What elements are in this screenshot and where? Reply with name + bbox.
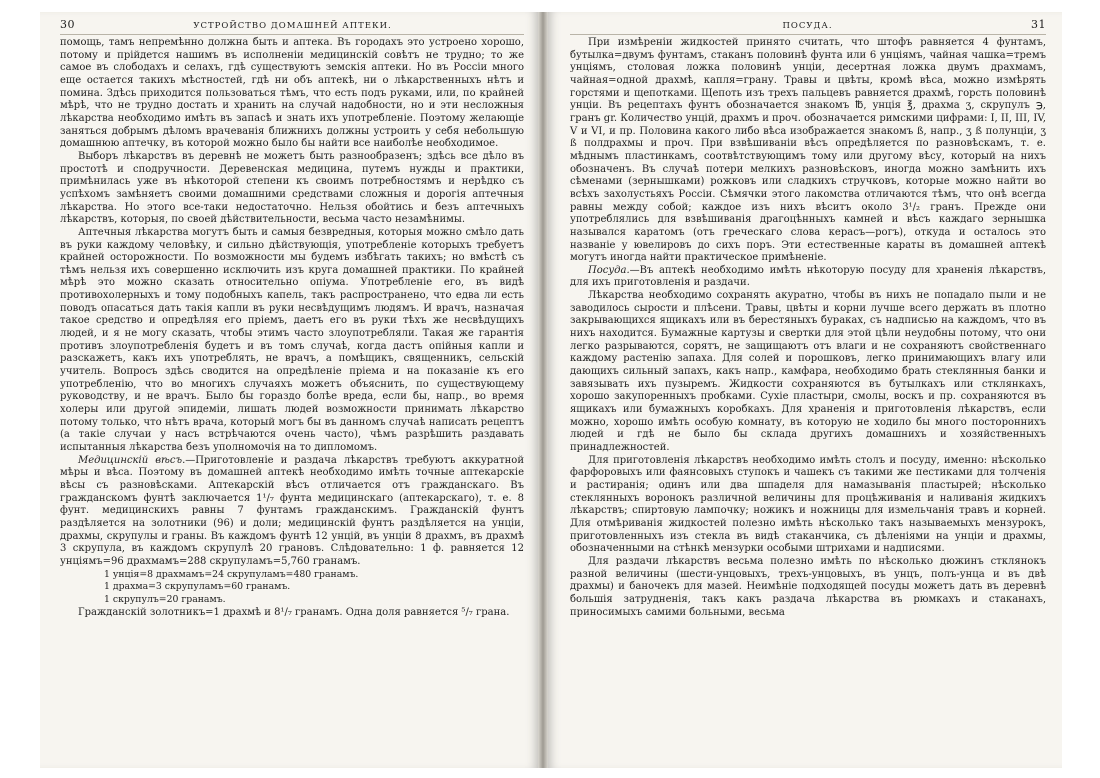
right-page: [548, 12, 1062, 768]
paragraph-text: Аптечныя лѣкарства могутъ быть и самыя безвредныя, которыя можно смѣло дать въ руки каждому человѣку, и сильно дѣйствующія, употребленіе которыхъ требуетъ крайней осторожности. По возможности мы будемъ избѣгать такихъ; но вмѣстѣ съ тѣмъ нельзя ихъ совершенно исключить изъ круга домашней практики. По крайней мѣрѣ это можно сказать относительно опіума. Употребленіе его, въ видѣ противохолерныхъ и тому подобныхъ капель, такъ распространено, что едва ли есть поводъ опасаться дать такія капли въ руки несвѣдущимъ людямъ. И врачъ, назначая такое средство и опредѣляя его пріемъ, даетъ его въ руки тѣхъ же несвѣдущихъ людей, и я не могу сказать, чтобы этимъ часто злоупотребляли. Такая же гарантія противъ злоупотребленія будетъ и въ томъ случаѣ, когда дастъ опійныя капли и разскажетъ, какъ ихъ употреблять, не врачъ, а помѣщикъ, священникъ, сельскій учитель. Вопросъ здѣсь сводится на опредѣленіе пріема и на показаніе къ его употребленію, что во многихъ случаяхъ можетъ объяснить, по существующему руководству, и не врачъ. Было бы гораздо болѣе вреда, если бы, напр., во время холеры или другой эпидеміи, лишать людей возможности принимать лѣкарство потому только, что нѣтъ врача, который могъ бы въ данномъ случаѣ написать рецептъ (а такіе случаи у насъ встрѣчаются очень часто), чѣмъ разрѣшить раздавать испытанныя лѣкарства безъ уполномочія на то дипломомъ.: [60, 226, 524, 453]
paragraph: [570, 455, 1046, 556]
paragraph: [60, 227, 524, 455]
left-page: [40, 12, 538, 768]
paragraph-text: —Въ аптекѣ необходимо имѣть нѣкоторую посуду для храненія лѣкарствъ, для ихъ приготовленія и раздачи.: [570, 264, 1046, 289]
paragraph: [60, 569, 524, 582]
right-page-number: 31: [1030, 18, 1046, 31]
paragraph: [570, 290, 1046, 455]
paragraph-text: 1 унція=8 драхмамъ=24 скрупуламъ=480 гранамъ.: [104, 568, 359, 580]
book-gutter: [538, 12, 548, 768]
left-page-header: [60, 12, 524, 35]
paragraph-text: 1 скрупулъ=20 гранамъ.: [104, 593, 226, 605]
paragraph-text: 1 драхма=3 скрупуламъ=60 гранамъ.: [104, 581, 291, 593]
left-page-number: 30: [60, 18, 75, 31]
left-running-head: УСТРОЙСТВО ДОМАШНЕЙ АПТЕКИ.: [193, 21, 392, 31]
paragraph: [60, 37, 524, 151]
section-lead: Посуда.: [588, 264, 630, 276]
paragraph-text: Выборъ лѣкарствъ въ деревнѣ не можетъ быть разнообразенъ; здѣсь все дѣло въ простотѣ и сподручности. Деревенская медицина, путемъ нужды и практики, примѣнилась уже въ нѣкоторой степени къ своимъ потребностямъ и нерѣдко съ успѣхомъ замѣняетъ своими домашними средствами сложныя и дорогія аптечныя лѣкарства. Но этого все-таки недостаточно. Нельзя обойтись и безъ аптечныхъ лѣкарствъ, которыя, по своей дѣйствительности, весьма часто незамѣнимы.: [60, 150, 524, 226]
right-page-body: [570, 37, 1046, 619]
paragraph-text: —Приготовленіе и раздача лѣкарствъ требуютъ аккуратной мѣры и вѣса. Поэтому въ домашней аптекѣ необходимо имѣть точные аптекарскіе вѣсы съ разновѣсками. Аптекарскій вѣсъ отличается отъ гражданскаго. Въ гражданскомъ фунтѣ заключается 1¹/₇ фунта медицинскаго (аптекарскаго), т. е. 8 фунт. медицинскихъ равны 7 фунтамъ гражданскимъ. Гражданскій фунтъ раздѣляется на золотники (96) и доли; медицинскій фунтъ раздѣляется на унціи, драхмы, скрупулы и граны. Въ каждомъ фунтѣ 12 унцій, въ унціи 8 драхмъ, въ драхмѣ 3 скрупула, въ каждомъ скрупулѣ 20 грановъ. Слѣдовательно: 1 ф. равняется 12 унціямъ=96 драхмамъ=288 скрупуламъ=5,760 гранамъ.: [60, 454, 524, 567]
paragraph-text: помощь, тамъ непремѣнно должна быть и аптека. Въ городахъ это устроено хорошо, потому и прійдется нашимъ въ исполненіи медицинскій совѣтъ не трудно; то же самое въ слободахъ и селахъ, гдѣ существуютъ земскія аптеки. Но въ Россіи много еще остается такихъ мѣстностей, гдѣ ни объ аптекѣ, ни о лѣкарственныхъ нѣтъ и помина. Здѣсь приходится пользоваться тѣмъ, что есть подъ руками, или, по крайней мѣрѣ, что не трудно достать и хранить на случай надобности, но и эти несложныя лѣкарства необходимо имѣть въ запасѣ и знать ихъ употребленіе. Поэтому желающіе заняться добрымъ дѣломъ врачеванія ближнихъ должны устроить у себя небольшую домашнюю аптечку, въ которой можно было бы найти все наиболѣе необходимое.: [60, 37, 524, 150]
paragraph: [60, 581, 524, 594]
section-lead: Медицинскій вѣсъ.: [78, 454, 186, 466]
paragraph-text: Лѣкарства необходимо сохранять акуратно, чтобы въ нихъ не попадало пыли и не заводилось сырости и плѣсени. Травы, цвѣты и корни лучше всего держать въ плотно закрывающихся ящикахъ или въ берестяныхъ бураках, съ надписью на каждомъ, что въ нихъ находится. Бумажные картузы и свертки для этой цѣли неудобны потому, что они легко разрываются, сорятъ, не защищаютъ отъ влаги и не сохраняютъ свойственнаго каждому растенію запаха. Для солей и порошковъ, легко принимающихъ влагу или дающихъ сильный запахъ, какъ напр., камфара, необходимо брать стеклянныя банки и завязывать ихъ пузыремъ. Жидкости сохраняются въ бутылкахъ или стклянкахъ, хорошо закупоренныхъ пробками. Сухіе пластыри, смолы, воскъ и пр. сохраняются въ ящикахъ или бумажныхъ коробкахъ. Для храненія и приготовленія лѣкарствъ, если можно, хорошо имѣть особую комнату, въ которую не ходило бы много постороннихъ людей и гдѣ не было бы склада другихъ домашнихъ и хозяйственныхъ принадлежностей.: [570, 290, 1046, 453]
paragraph-text: Для приготовленія лѣкарствъ необходимо имѣть столъ и посуду, именно: нѣсколько фарфоровыхъ или фаянсовыхъ ступокъ и чашекъ съ такими же пестиками для толченія и растиранія; одинъ или два шпаделя для намазыванія пластырей; нѣсколько стеклянныхъ воронокъ различной величины для процѣживанія и наливанія жидкихъ лѣкарствъ; спиртовую лампочку; ножикъ и ножницы для измельчанія травъ и корней. Для отмѣриванія жидкостей полезно имѣть нѣсколько такъ называемыхъ мензурокъ, приготовленныхъ изъ стекла въ видѣ стаканчика, съ дѣленіями на унціи и драхмы, обозначенными на стѣнкѣ мензурки особыми штрихами и надписями.: [570, 454, 1046, 555]
paragraph: [60, 594, 524, 607]
paragraph: [60, 607, 524, 620]
left-page-body: [60, 37, 524, 619]
paragraph: [570, 37, 1046, 265]
paragraph: [60, 151, 524, 227]
paragraph-text: Гражданскій золотникъ=1 драхмѣ и 8¹/₇ гранамъ. Одна доля равняется ⁵/₇ грана.: [78, 606, 510, 618]
right-page-header: [570, 12, 1046, 35]
paragraph: [60, 455, 524, 569]
paragraph-text: Для раздачи лѣкарствъ весьма полезно имѣть по нѣсколько дюжинъ стклянокъ разной величины (шести-унцовыхъ, трехъ-унцовыхъ, въ унцъ, полъ-унца и въ двѣ драхмы) и баночекъ для мазей. Неимѣніе подходящей посуды можетъ дать въ деревнѣ большія затрудненія, такъ какъ раздача лѣкарства въ рюмкахъ и стаканахъ, приносимыхъ самими больными, весьма: [570, 555, 1046, 618]
paragraph: [570, 556, 1046, 619]
paragraph-text: При измѣреніи жидкостей принято считать, что штофъ равняется 4 фунтамъ, бутылка=двумъ фунтамъ, стаканъ половинѣ фунта или 6 унціямъ, чайная чашка=тремъ унціямъ, столовая ложка половинѣ унціи, десертная ложка двумъ драхмамъ, чайная=одной драхмѣ, капля=грану. Травы и цвѣты, кромѣ вѣса, можно измѣрять горстями и щепотками. Щепоть изъ трехъ пальцевъ равняется драхмѣ, горсть половинѣ унціи. Въ рецептахъ фунтъ обозначается знакомъ ℔, унція ℥, драхма ʒ, скрупулъ ℈, гранъ gr. Количество унцій, драхмъ и проч. обозначается римскими цифрами: I, II, III, IV, V и VI, и пр. Половина какого либо вѣса изображается знакомъ ß, напр., ʒ ß полунціи, ʒ ß полдрахмы и проч. При взвѣшиваніи вѣсъ опредѣляется по разновѣскамъ, т. е. мѣднымъ пластинкамъ, соотвѣтствующимъ тому или другому вѣсу, который на нихъ обозначенъ. Въ случаѣ потери мелкихъ разновѣсковъ, иногда можно замѣнить ихъ сѣменами (зернышками) рожковъ или сладкихъ стручковъ, которые можно найти во всѣхъ захолустьяхъ Россіи. Сѣмячки этого лакомства отличаются тѣмъ, что онѣ всегда равны между собой; каждое изъ нихъ вѣситъ около 3¹/₂ гранъ. Прежде они употреблялись для взвѣшиванія драгоцѣнныхъ камней и вѣсъ каждаго зернышка назывался каратомъ (отъ греческаго слова керасъ—рогъ), откуда и осталось это названіе у ювелировъ до сихъ поръ. Эти естественные караты въ домашней аптекѣ могутъ иногда найти практическое примѣненіе.: [570, 37, 1046, 264]
paragraph: [570, 265, 1046, 290]
right-running-head: ПОСУДА.: [782, 21, 833, 31]
